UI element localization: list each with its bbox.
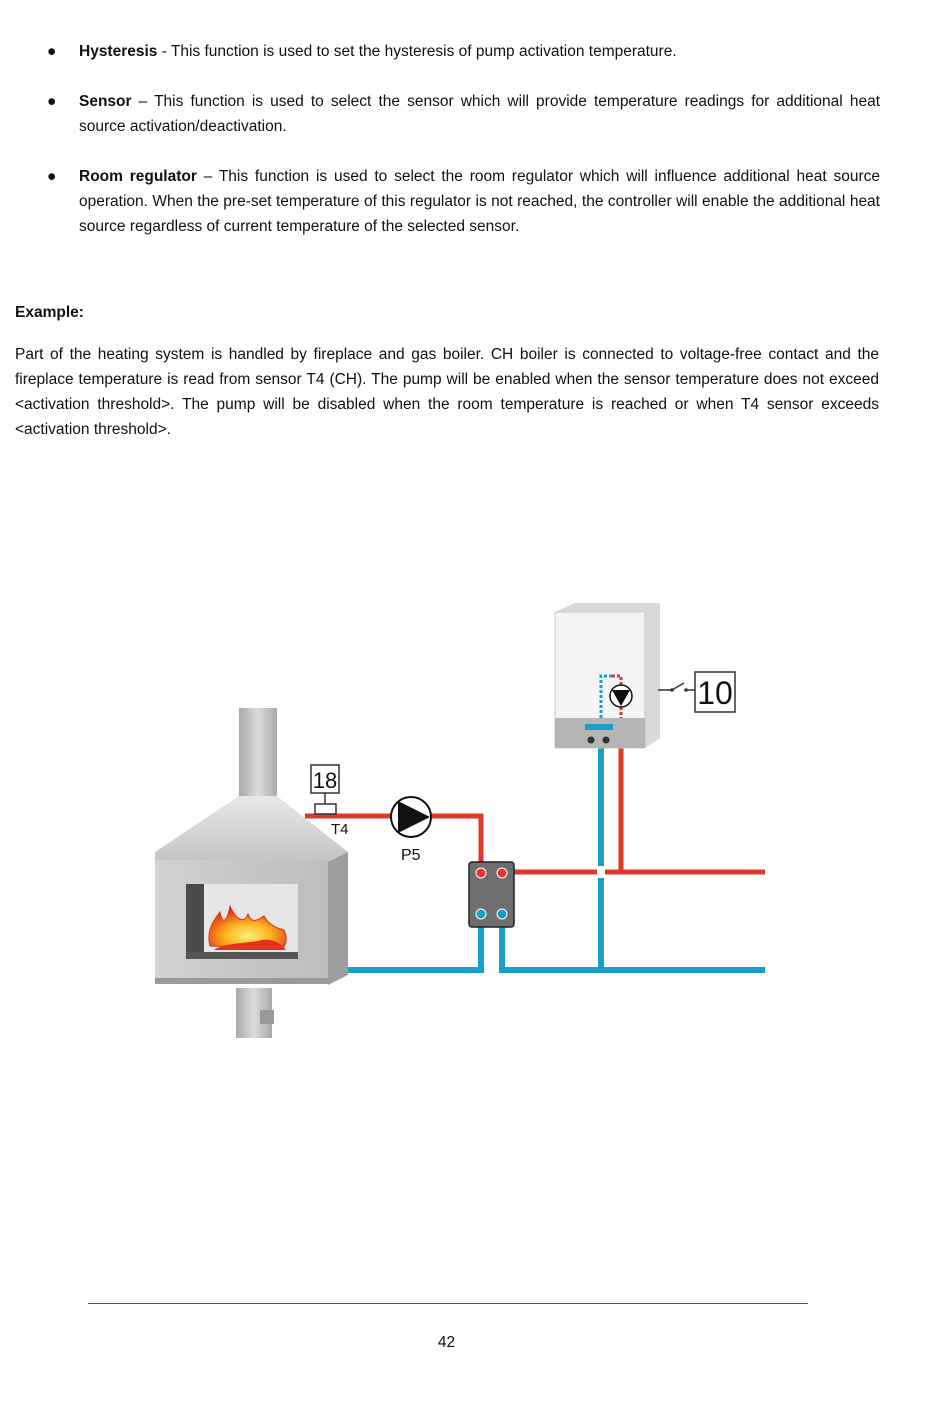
example-paragraph: Part of the heating system is handled by fireplace and gas boiler. CH boiler is connected to voltage-free contact and the fireplace temperature is read from sensor T4 (CH). The pump will be enabled when the sensor temperature does not exceed <activation threshold>. The pump will be disabled when the room temperature is reached or when T4 sensor exceeds <activation threshold>. — [15, 346, 879, 438]
term-sensor: Sensor — [79, 93, 132, 110]
sensor-t4 — [311, 765, 349, 838]
bullet-icon: ● — [47, 43, 57, 60]
hot-pipes — [305, 748, 765, 872]
description-sensor: – This function is used to select the sensor which will provide temperature readings for additional heat source activation/deactivation. — [79, 93, 880, 135]
term-room-regulator: Room regulator — [79, 168, 197, 185]
voltage-free-contact — [658, 672, 735, 712]
description-hysteresis: - This function is used to set the hysteresis of pump activation temperature. — [157, 43, 677, 60]
footer-rule — [88, 1303, 808, 1304]
pump-p5 — [391, 797, 431, 864]
bullet-icon: ● — [47, 93, 57, 110]
pipe-crossing-gap — [597, 866, 605, 878]
heat-exchanger — [469, 862, 514, 927]
sensor-label: T4 — [331, 821, 349, 838]
bullet-icon: ● — [47, 168, 57, 185]
sensor-display-value: 18 — [312, 768, 338, 793]
fireplace — [155, 708, 348, 1038]
example-heading: Example: — [15, 304, 84, 321]
description-room-regulator: – This function is used to select the room regulator which will influence additional heat source operation. When the pre-set temperature of this regulator is not reached, the controller will enable the additional heat source regardless of current temperature of the selected sensor. — [79, 168, 880, 235]
gas-boiler — [555, 603, 660, 748]
pump-label: P5 — [401, 847, 421, 864]
term-hysteresis: Hysteresis — [79, 43, 158, 60]
page-number: 42 — [437, 1334, 456, 1351]
contact-display-value: 10 — [697, 675, 733, 711]
